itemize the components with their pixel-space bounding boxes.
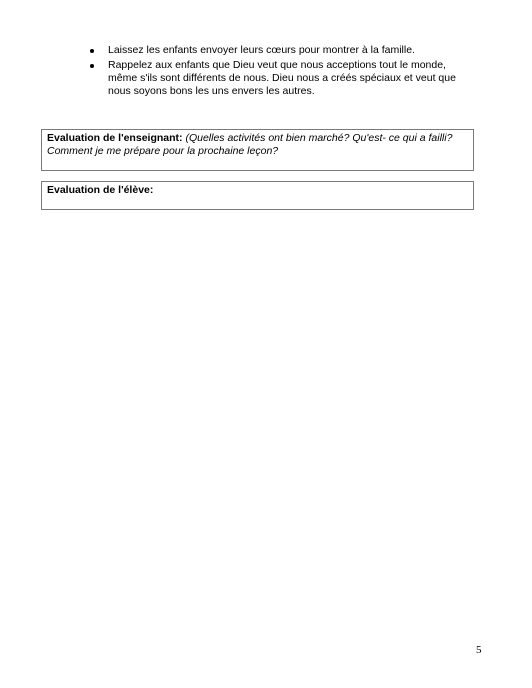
bullet-list	[86, 44, 466, 100]
teacher-evaluation-label: Evaluation de l'enseignant	[47, 132, 180, 144]
page-number: 5	[476, 644, 482, 656]
bullet-icon	[90, 64, 94, 68]
student-evaluation-label: Evaluation de l'élève:	[47, 184, 154, 196]
bullet-item	[86, 44, 466, 57]
teacher-evaluation-prompt: (Quelles activités ont bien marché? Qu'est- ce qui a failli? Comment je me prépare pour la prochaine leçon?	[47, 132, 453, 157]
teacher-evaluation-box	[41, 129, 474, 171]
bullet-item	[86, 59, 466, 98]
bullet-text: Rappelez aux enfants que Dieu veut que nous acceptions tout le monde, même s'ils sont différents de nous. Dieu nous a créés spéciaux et veut que nous soyons bons les uns envers les autres.	[108, 59, 456, 97]
teacher-evaluation-colon: :	[179, 132, 186, 144]
bullet-text: Laissez les enfants envoyer leurs cœurs pour montrer à la famille.	[108, 44, 415, 56]
student-evaluation-box	[41, 181, 474, 210]
bullet-icon	[90, 49, 94, 53]
